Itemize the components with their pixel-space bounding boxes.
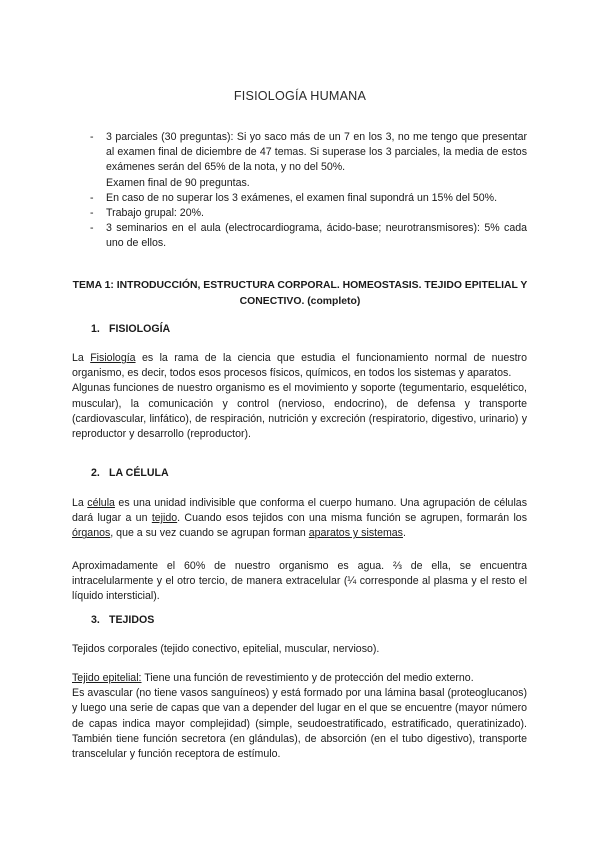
text-run: . Cuando esos tejidos con una misma función se agrupen, formarán los <box>177 512 527 525</box>
defined-term-tejido-epitelial: Tejido epitelial: <box>72 672 142 684</box>
text-run: es la rama de la ciencia que estudia el funcionamiento normal de nuestro organismo, es decir, todos esos procesos físicos, químicos, en todos los sistemas y aparatos. <box>72 352 527 380</box>
text-run: . <box>402 527 406 540</box>
text-run: es una unidad indivisible que conforma el cuerpo humano. Una agrupación de células dará lugar a un <box>72 497 527 525</box>
section-body-tejido-epitelial <box>72 671 527 762</box>
defined-term-organos: órganos <box>72 527 111 540</box>
section-heading-celula <box>91 466 169 481</box>
section-number: 3. <box>91 614 100 626</box>
section-heading-fisiologia <box>91 322 170 337</box>
text-run: La <box>72 497 88 509</box>
section-body-celula <box>72 496 527 542</box>
topic-title: TEMA 1: INTRODUCCIÓN, ESTRUCTURA CORPORAL. HOMEOSTASIS. TEJIDO EPITELIAL Y CONECTIVO. (completo) <box>72 280 528 307</box>
section-number: 2. <box>91 467 100 479</box>
defined-term-celula: célula <box>87 497 115 509</box>
defined-term-fisiologia: Fisiología <box>90 352 136 364</box>
list-item <box>90 191 527 206</box>
section-number: 1. <box>91 323 100 335</box>
section-heading-tejidos <box>91 613 154 628</box>
section-body-celula-water <box>72 559 527 605</box>
paragraph: Aproximadamente el 60% de nuestro organismo es agua. ⅔ de ella, se encuentra intracelularmente y el otro tercio, de manera extracelular (¼ corresponde al plasma y el resto el líquido intersticial). <box>72 560 527 603</box>
list-item-text: Trabajo grupal: 20%. <box>106 207 204 220</box>
paragraph <box>72 671 527 686</box>
list-item <box>90 221 527 251</box>
list-item-continuation: Examen final de 90 preguntas. <box>106 176 250 189</box>
paragraph: Tejidos corporales (tejido conectivo, epitelial, muscular, nervioso). <box>72 643 380 655</box>
text-run: Tiene una función de revestimiento y de protección del medio externo. <box>141 672 474 684</box>
section-heading-text: LA CÉLULA <box>109 467 169 479</box>
section-body-fisiologia <box>72 351 527 442</box>
exam-info-list <box>90 130 527 252</box>
list-item-text: En caso de no superar los 3 exámenes, el examen final supondrá un 15% del 50%. <box>106 191 498 204</box>
list-item <box>90 206 527 221</box>
section-body-tejidos-intro <box>72 642 527 657</box>
section-heading-text: FISIOLOGÍA <box>109 323 171 335</box>
list-item-text: 3 parciales (30 preguntas): Si yo saco más de un 7 en los 3, no me tengo que presentar al examen final de diciembre de 47 temas. Si superase los 3 parciales, la media de estos exámenes serán del 65% de la nota, y no del 50%. <box>106 131 527 174</box>
defined-term-aparatos-sistemas: aparatos y sistemas <box>308 527 403 540</box>
paragraph: Es avascular (no tiene vasos sanguíneos) y está formado por una lámina basal (proteoglucanos) y luego una serie de capas que van a depender del lugar en el que se encuentre (mayor número de capas indica mayor complejidad) (simple, seudoestratificado, estratificado, queratinizado). También tiene función secretora (en glándulas), de absorción (en el tubo digestivo), transporte transcelular y función receptora de estímulo. <box>72 687 527 761</box>
paragraph <box>72 496 527 542</box>
defined-term-tejido: tejido <box>151 512 178 525</box>
text-run: La <box>72 352 91 364</box>
list-item-text: 3 seminarios en el aula (electrocardiograma, ácido-base; neurotransmisores): 5% cada uno de ellos. <box>106 222 527 250</box>
section-heading-text: TEJIDOS <box>109 614 155 626</box>
paragraph <box>72 351 527 381</box>
document-title: FISIOLOGÍA HUMANA <box>233 89 367 103</box>
list-item <box>90 130 527 191</box>
paragraph: Algunas funciones de nuestro organismo es el movimiento y soporte (tegumentario, esquelético, muscular), la comunicación y control (nervioso, endocrino), de defensa y transporte (cardiovascular, linfático), de respiración, nutrición y excreción (respiratorio, digestivo, urinario) y reproductor y desarrollo (reproductor). <box>72 382 527 441</box>
text-run: , que a su vez cuando se agrupan forman <box>110 527 309 540</box>
